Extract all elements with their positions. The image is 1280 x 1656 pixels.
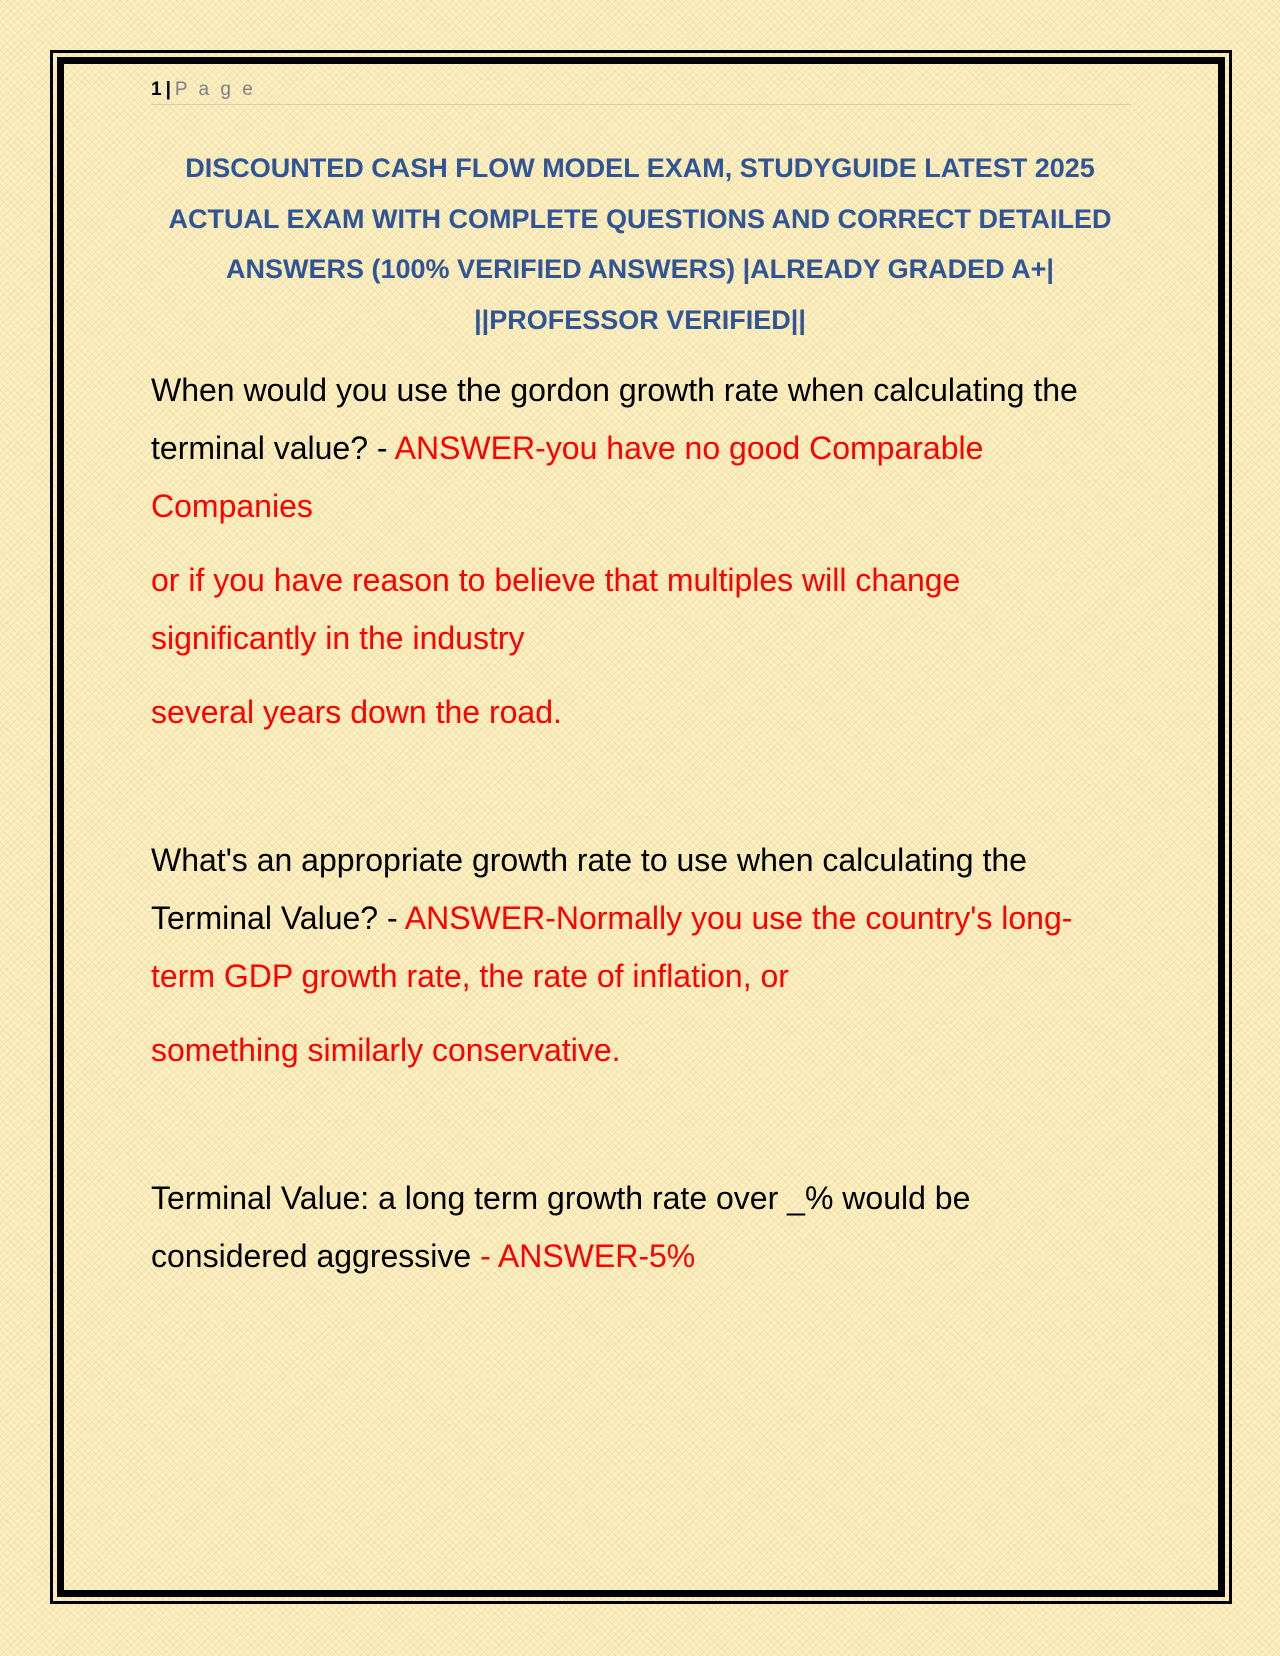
answer-text: - ANSWER-5% xyxy=(480,1238,696,1274)
qa-paragraph xyxy=(151,831,1131,1005)
question-text: Terminal Value: a long term growth rate over _% would be considered aggressive xyxy=(151,1180,971,1274)
question-text: What's an appropriate growth rate to use when calculating the Terminal Value? - xyxy=(151,842,1027,936)
answer-continuation: several years down the road. xyxy=(151,694,562,730)
page-number: 1 xyxy=(151,79,162,100)
page-word: P a g e xyxy=(174,79,256,100)
qa-item-2 xyxy=(151,831,1131,1079)
page-header xyxy=(151,78,1131,105)
document-body xyxy=(151,361,1131,1285)
document-title: DISCOUNTED CASH FLOW MODEL EXAM, STUDYGUIDE LATEST 2025 ACTUAL EXAM WITH COMPLETE QUESTIONS AND CORRECT DETAILED ANSWERS (100% VERIFIED ANSWERS) |ALREADY GRADED A+| ||PROFESSOR VERIFIED|| xyxy=(168,153,1112,335)
qa-paragraph xyxy=(151,1169,1131,1285)
answer-continuation: or if you have reason to believe that multiples will change significantly in the industry xyxy=(151,562,961,656)
qa-item-3 xyxy=(151,1169,1131,1285)
qa-paragraph xyxy=(151,361,1131,535)
page-separator: | xyxy=(165,79,171,100)
answer-text: ANSWER-Normally you use the country's long-term GDP growth rate, the rate of inflation, or xyxy=(151,900,1073,994)
answer-continuation: something similarly conservative. xyxy=(151,1032,621,1068)
answer-text: ANSWER-you have no good Comparable Companies xyxy=(151,430,984,524)
qa-item-1 xyxy=(151,361,1131,741)
question-text: When would you use the gordon growth rate when calculating the terminal value? - xyxy=(151,372,1078,466)
